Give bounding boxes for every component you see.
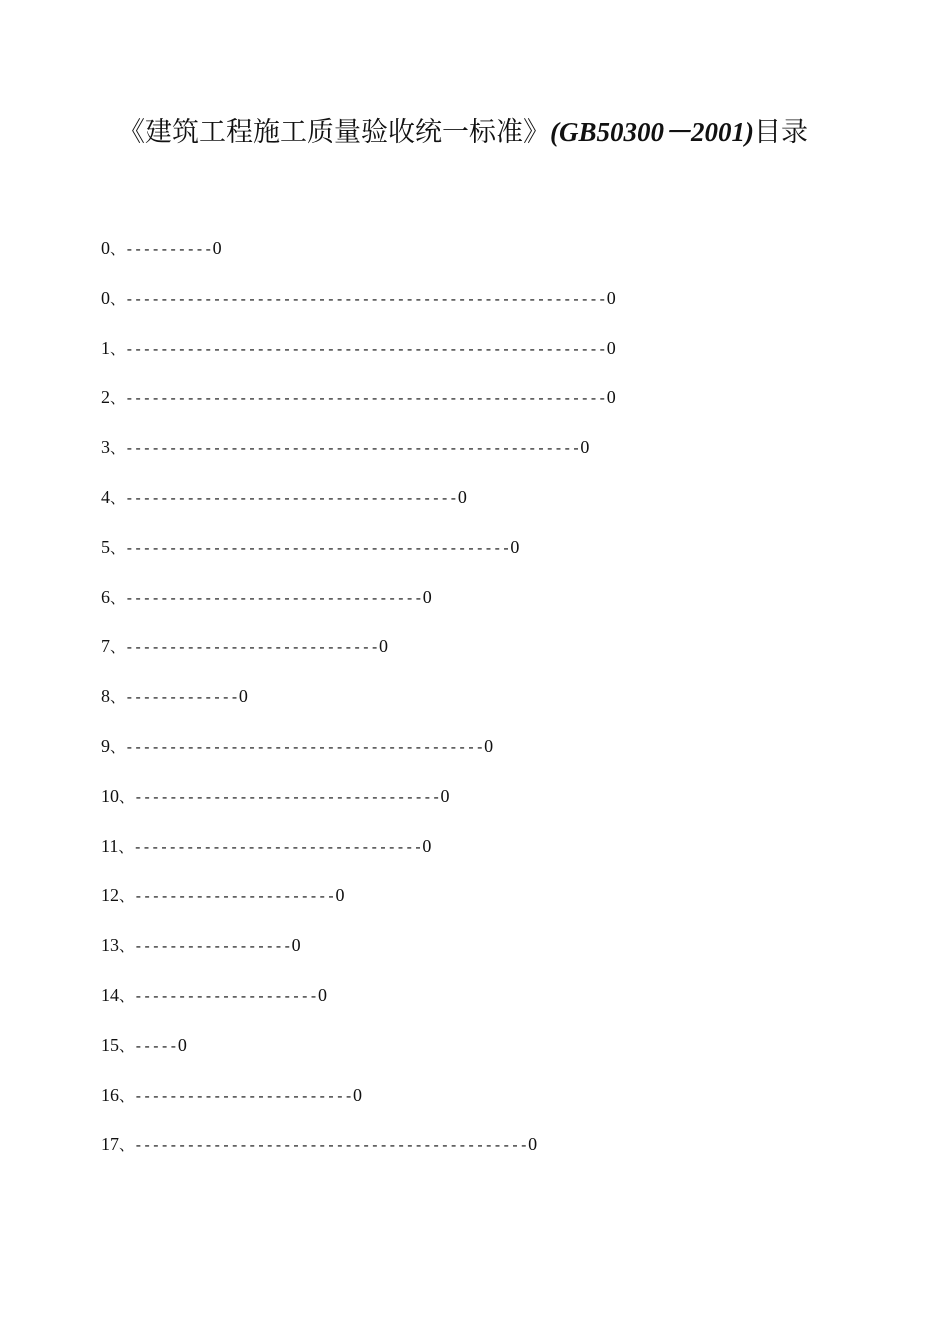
toc-page-number: 0 (440, 785, 450, 806)
toc-number: 14 (101, 984, 119, 1005)
title-main: 《建筑工程施工质量验收统一标准》 (118, 117, 550, 148)
toc-page-number: 0 (317, 984, 327, 1005)
toc-number: 15 (101, 1034, 119, 1055)
toc-leader: --------------------------------- (133, 840, 423, 857)
toc-entry[interactable] (101, 782, 821, 832)
toc-leader: ------------------------------------------------------- (125, 292, 607, 309)
toc-leader: ----------------------------------- (134, 790, 441, 807)
toc-number: 13 (101, 935, 119, 956)
toc-leader: ------------------ (134, 940, 292, 957)
page-title (118, 110, 878, 149)
toc-page-number: 0 (352, 1084, 362, 1105)
toc-entry[interactable] (101, 981, 821, 1031)
toc-leader: ----------------------------------------- (125, 740, 485, 757)
toc-page-number: 0 (335, 885, 345, 906)
toc-page-number: 0 (606, 287, 616, 308)
toc-leader: ----------------------- (134, 890, 336, 907)
toc-separator: 、 (119, 1086, 135, 1105)
toc-leader: ---------------------------------------------------- (125, 442, 581, 459)
toc-page-number: 0 (484, 735, 494, 756)
toc-number: 16 (101, 1084, 119, 1105)
toc-entry[interactable] (101, 632, 821, 682)
toc-separator: 、 (110, 737, 126, 756)
toc-leader: -------------------------------------- (125, 491, 458, 508)
toc-number: 5 (101, 536, 110, 557)
toc-leader: ----- (134, 1039, 178, 1056)
toc-entry[interactable] (101, 284, 821, 334)
toc-page-number: 0 (291, 935, 301, 956)
toc-number: 12 (101, 885, 119, 906)
toc-leader: ---------- (125, 243, 213, 259)
table-of-contents (101, 234, 821, 1180)
toc-entry[interactable] (101, 1130, 821, 1180)
toc-number: 4 (101, 486, 110, 507)
toc-page-number: 0 (212, 238, 222, 258)
toc-separator: 、 (110, 289, 126, 308)
toc-separator: 、 (110, 588, 126, 607)
toc-leader: ------------------------------------------------------- (125, 392, 607, 409)
toc-page-number: 0 (422, 835, 432, 856)
toc-leader: -------------------------------------------- (125, 541, 511, 558)
toc-number: 2 (101, 387, 110, 408)
toc-entry[interactable] (101, 832, 821, 882)
toc-leader: ----------------------------- (125, 641, 379, 658)
toc-leader: ------------------------- (134, 1089, 353, 1106)
toc-separator: 、 (118, 837, 134, 856)
toc-number: 3 (101, 437, 110, 458)
toc-separator: 、 (110, 339, 126, 358)
toc-separator: 、 (119, 787, 135, 806)
toc-number: 0 (101, 287, 110, 308)
toc-entry[interactable] (101, 931, 821, 981)
toc-number: 8 (101, 686, 110, 707)
toc-separator: 、 (110, 240, 126, 258)
title-code: (GB50300－2001) (550, 117, 754, 147)
toc-entry[interactable] (101, 334, 821, 384)
toc-page-number: 0 (422, 586, 432, 607)
toc-number: 10 (101, 785, 119, 806)
toc-number: 0 (101, 238, 110, 258)
toc-separator: 、 (110, 538, 126, 557)
toc-separator: 、 (110, 389, 126, 408)
toc-leader: --------------------------------------------- (134, 1139, 529, 1156)
toc-number: 17 (101, 1134, 119, 1155)
toc-separator: 、 (119, 937, 135, 956)
toc-separator: 、 (119, 986, 135, 1005)
toc-entry[interactable] (101, 583, 821, 633)
toc-entry[interactable] (101, 732, 821, 782)
toc-page-number: 0 (177, 1034, 187, 1055)
toc-entry[interactable] (101, 533, 821, 583)
toc-entry[interactable] (101, 682, 821, 732)
toc-leader: ------------- (125, 691, 239, 708)
toc-page-number: 0 (580, 437, 590, 458)
toc-separator: 、 (110, 638, 126, 657)
toc-entry[interactable] (101, 383, 821, 433)
toc-page-number: 0 (510, 536, 520, 557)
toc-separator: 、 (110, 439, 126, 458)
toc-page-number: 0 (606, 337, 616, 358)
toc-page-number: 0 (379, 636, 388, 657)
toc-number: 6 (101, 586, 110, 607)
toc-separator: 、 (110, 488, 126, 507)
toc-number: 9 (101, 735, 110, 756)
toc-entry[interactable] (101, 1081, 821, 1131)
toc-entry[interactable] (101, 234, 821, 284)
toc-entry[interactable] (101, 483, 821, 533)
toc-leader: ---------------------------------- (125, 591, 423, 608)
toc-entry[interactable] (101, 881, 821, 931)
toc-number: 7 (101, 636, 110, 657)
toc-number: 1 (101, 337, 110, 358)
toc-number: 11 (101, 835, 119, 856)
toc-leader: --------------------- (134, 989, 318, 1006)
toc-page-number: 0 (528, 1134, 538, 1155)
toc-page-number: 0 (238, 686, 248, 707)
toc-leader: ------------------------------------------------------- (125, 342, 607, 359)
toc-separator: 、 (119, 1136, 135, 1155)
toc-page-number: 0 (606, 387, 616, 408)
toc-separator: 、 (110, 688, 126, 707)
toc-entry[interactable] (101, 433, 821, 483)
title-suffix: 目录 (754, 117, 808, 148)
toc-page-number: 0 (457, 486, 467, 507)
toc-entry[interactable] (101, 1031, 821, 1081)
toc-separator: 、 (119, 1036, 135, 1055)
toc-separator: 、 (119, 887, 135, 906)
